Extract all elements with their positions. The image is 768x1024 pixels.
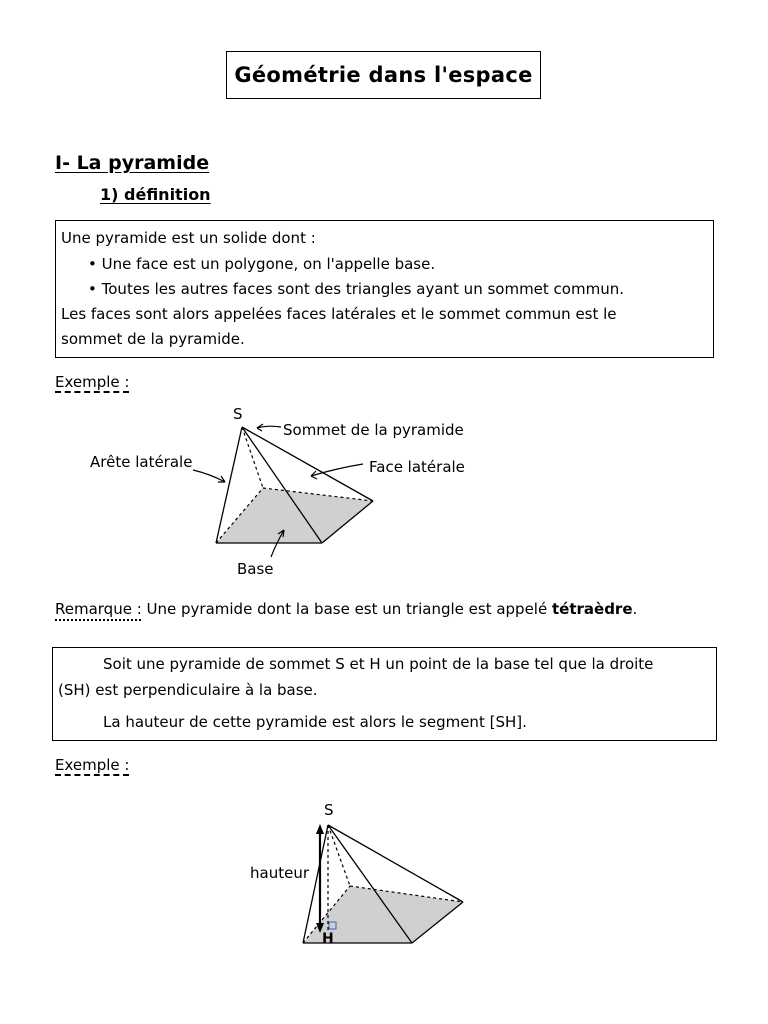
summit-label: Sommet de la pyramide — [283, 421, 464, 439]
base-label: Base — [237, 560, 274, 578]
height-line-2: (SH) est perpendiculaire à la base. — [58, 681, 318, 699]
definition-bullet-1: • Une face est un polygone, on l'appelle base. — [88, 255, 436, 273]
remark: Remarque : Une pyramide dont la base est un triangle est appelé tétraèdre. — [55, 600, 638, 618]
definition-bullet-2: • Toutes les autres faces sont des triangles ayant un sommet commun. — [88, 280, 624, 298]
definition-conclusion-2: sommet de la pyramide. — [61, 330, 245, 348]
apex-label: S — [324, 801, 334, 819]
hidden-edge — [328, 825, 350, 886]
apex-label: S — [233, 405, 243, 423]
bullet-icon: • — [88, 255, 97, 273]
section-heading: I- La pyramide — [55, 152, 210, 174]
face-label: Face latérale — [369, 458, 465, 476]
height-line-1: Soit une pyramide de sommet S et H un point de la base tel que la droite — [103, 655, 654, 673]
page-title: Géométrie dans l'espace — [226, 51, 541, 99]
example-1-label: Exemple : — [55, 373, 130, 391]
example-2-label: Exemple : — [55, 756, 130, 774]
remark-label: Remarque : — [55, 600, 142, 618]
remark-term: tétraèdre — [551, 600, 633, 618]
foot-label: H — [322, 931, 334, 947]
height-label: hauteur — [250, 864, 309, 882]
edge-label: Arête latérale — [90, 453, 193, 471]
definition-intro: Une pyramide est un solide dont : — [61, 229, 316, 247]
bullet-icon: • — [88, 280, 97, 298]
subsection-heading: 1) définition — [100, 185, 211, 204]
definition-conclusion-1: Les faces sont alors appelées faces latérales et le sommet commun est le — [61, 305, 617, 323]
height-line-3: La hauteur de cette pyramide est alors le segment [SH]. — [103, 713, 527, 731]
